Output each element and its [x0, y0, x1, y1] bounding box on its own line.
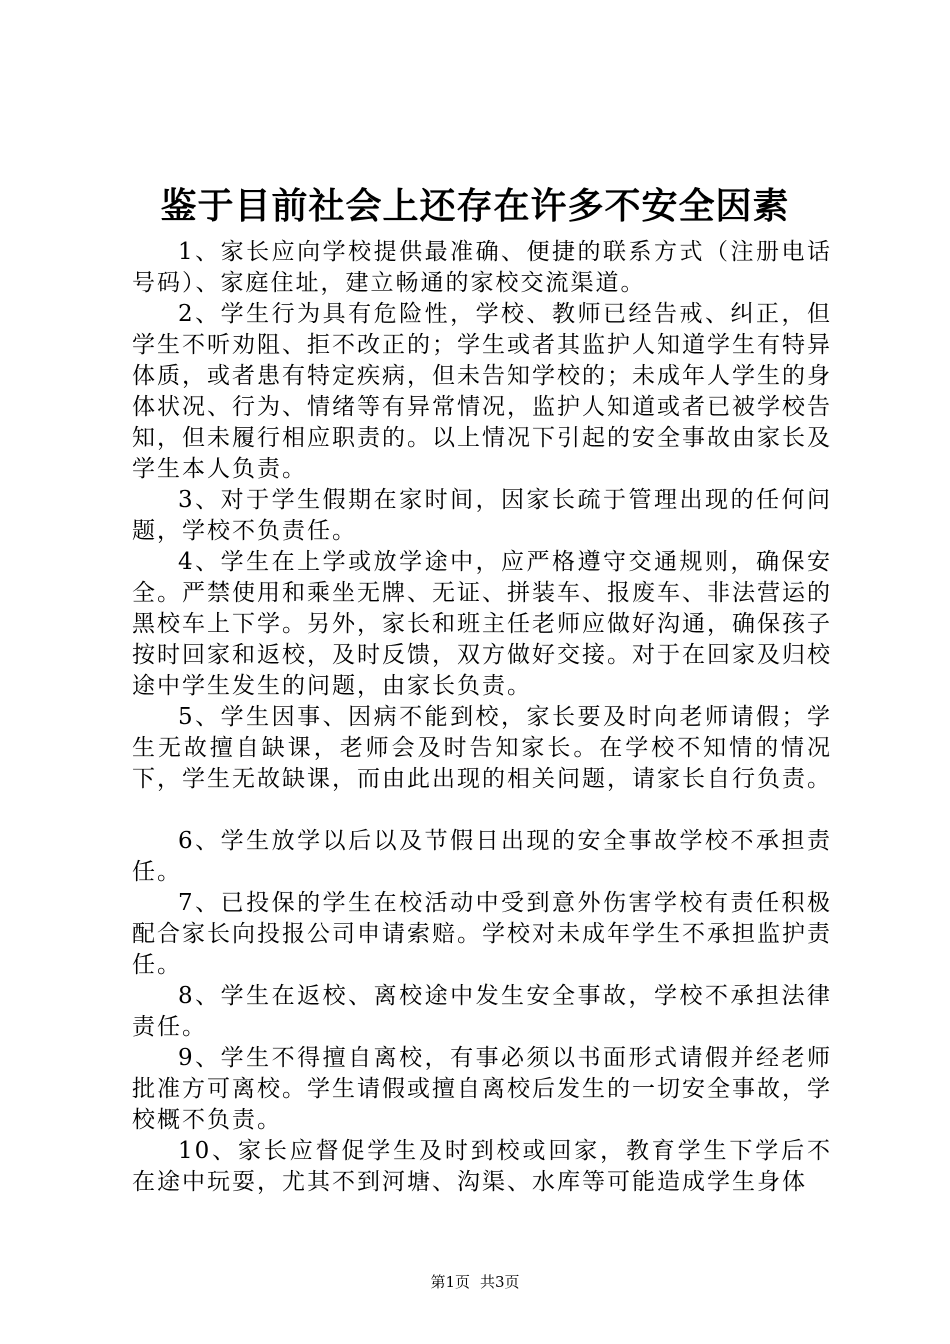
document-body [132, 237, 832, 1198]
paragraph-3: 3、对于学生假期在家时间，因家长疏于管理出现的任何问题，学校不负责任。 [132, 487, 832, 544]
paragraph-6: 6、学生放学以后以及节假日出现的安全事故学校不承担责任。 [132, 828, 832, 885]
paragraph-9: 9、学生不得擅自离校，有事必须以书面形式请假并经老师批准方可离校。学生请假或擅自离校后发生的一切安全事故，学校概不负责。 [132, 1045, 832, 1133]
paragraph-4: 4、学生在上学或放学途中，应严格遵守交通规则，确保安全。严禁使用和乘坐无牌、无证、拼装车、报废车、非法营运的黑校车上下学。另外，家长和班主任老师应做好沟通，确保孩子按时回家和返校，及时反馈，双方做好交接。对于在回家及归校途中学生发生的问题，由家长负责。 [132, 549, 832, 699]
document-title: 鉴于目前社会上还存在许多不安全因素 [160, 185, 790, 227]
paragraph-2: 2、学生行为具有危险性，学校、教师已经告戒、纠正，但学生不听劝阻、拒不改正的；学生或者其监护人知道学生有特异体质，或者患有特定疾病，但未告知学校的；未成年人学生的身体状况、行为、情绪等有异常情况，监护人知道或者已被学校告知，但未履行相应职责的。以上情况下引起的安全事故由家长及学生本人负责。 [132, 301, 832, 482]
paragraph-1: 1、家长应向学校提供最准确、便捷的联系方式（注册电话号码）、家庭住址，建立畅通的家校交流渠道。 [132, 239, 832, 296]
page-total: 共3页 [480, 1273, 520, 1291]
paragraph-8: 8、学生在返校、离校途中发生安全事故，学校不承担法律责任。 [132, 983, 832, 1040]
page-footer [0, 1272, 950, 1292]
paragraph-7: 7、已投保的学生在校活动中受到意外伤害学校有责任积极配合家长向投报公司申请索赔。学校对未成年学生不承担监护责任。 [132, 890, 832, 978]
paragraph-10: 10、家长应督促学生及时到校或回家，教育学生下学后不在途中玩耍，尤其不到河塘、沟渠、水库等可能造成学生身体 [132, 1138, 832, 1195]
paragraph-5: 5、学生因事、因病不能到校，家长要及时向老师请假；学生无故擅自缺课，老师会及时告知家长。在学校不知情的情况下，学生无故缺课，而由此出现的相关问题，请家长自行负责。 [132, 704, 832, 792]
page-number: 第1页 [430, 1273, 470, 1291]
